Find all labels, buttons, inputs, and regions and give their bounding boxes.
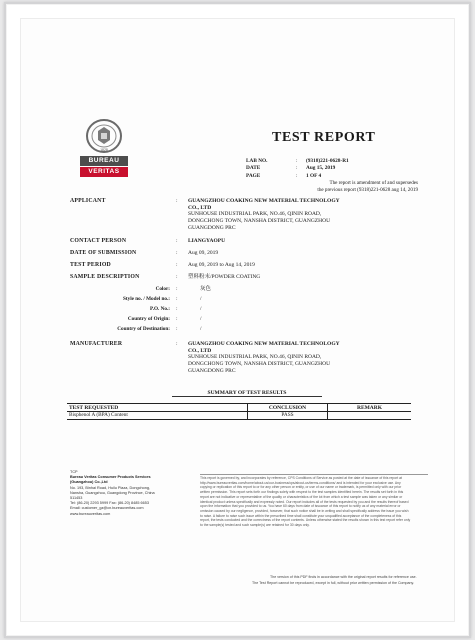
ref-key: PAGE: [246, 172, 261, 179]
header-remark: REMARK: [327, 404, 411, 411]
footer-address-line: No. 193, Binhai Road, Huilu Plaza, Dongchong,: [70, 485, 150, 490]
summary-title: SUMMARY OF TEST RESULTS: [172, 390, 322, 397]
header-conclusion: CONCLUSION: [247, 404, 327, 411]
footer-address-line: Tel: (86-20) 2293 5999 Fax: (86-20) 8485 6653: [70, 501, 149, 506]
footer-note-1: The version of this PDF finds in accordance with the original report results for reference use.: [270, 575, 417, 579]
manufacturer-line: CO., LTD: [188, 347, 212, 354]
colon: :: [176, 326, 178, 332]
terms-paragraph: [200, 476, 428, 528]
applicant-line: GUANGZHOU COAKING NEW MATERIAL TECHNOLOGY: [188, 198, 340, 204]
table-row: [67, 412, 411, 419]
colon: :: [176, 316, 178, 322]
color-value: 灰色: [200, 286, 212, 292]
test-period-label: TEST PERIOD: [70, 262, 111, 268]
applicant-line: DONGCHONG TOWN, NANSHA DISTRICT, GUANGZHOU: [188, 218, 331, 225]
terms-line: written permission. This report sets forth our findings solely with respect to the test samples identified herein. The results set forth in this: [200, 490, 404, 495]
seal-icon: [83, 118, 125, 154]
summary-table: [67, 403, 411, 420]
page-title: TEST REPORT: [272, 130, 376, 145]
contact-label: CONTACT PERSON: [70, 238, 127, 244]
terms-line: report, the tests conducted and the correctness of the report contents. Unless otherwise stated the results shown in this test report refer only: [200, 518, 411, 523]
style-model-label: Style no. / Model no.:: [123, 296, 170, 302]
sample-description-label: SAMPLE DESCRIPTION: [70, 274, 140, 280]
test-period-value: Aug 09, 2019 to Aug 14, 2019: [188, 262, 255, 268]
date-submission-value: Aug 09, 2019: [188, 250, 219, 256]
terms-line: to raise. A failure to raise such issue within the prescribed time shall constitute your unqualified acceptance of the completeness of this: [200, 513, 402, 518]
country-destination-value: /: [200, 326, 202, 332]
footer-address-line: 511453: [70, 496, 83, 501]
cell-conclusion: PASS: [247, 412, 327, 419]
ref-key: DATE: [246, 165, 261, 172]
terms-line: copying or replication of this report to or for any other person or entity, or use of our name or trademark, is permitted only with our prior: [200, 485, 402, 490]
footer-tcp: TCP: [70, 470, 78, 474]
ref-row: LAB NO. : (9318)221-0628-R1: [246, 158, 349, 164]
ref-value: Aug 15, 2019: [306, 165, 336, 172]
logo-band-bureau: BUREAU: [80, 156, 128, 166]
country-origin-label: Country of Origin:: [127, 316, 170, 322]
colon: :: [176, 262, 178, 268]
lab-address: [70, 470, 190, 517]
applicant-line: GUANGDONG PRC: [188, 224, 236, 231]
date-submission-label: DATE OF SUBMISSION: [70, 250, 137, 256]
cell-test: Bisphenol A (BPA) Content: [69, 412, 128, 418]
contact-value: LIANGYAOPU: [188, 238, 226, 244]
country-origin-value: /: [200, 316, 202, 322]
colon: :: [176, 274, 178, 280]
manufacturer-label: MANUFACTURER: [70, 341, 123, 347]
amendment-note: [258, 180, 418, 194]
manufacturer-address: [188, 341, 418, 375]
footer-address-line: Nansha, Guangzhou, Guangdong Province, China: [70, 490, 155, 495]
po-no-label: P.O. No.:: [150, 306, 170, 312]
cell-remark: [327, 412, 411, 419]
manufacturer-line: GUANGZHOU COAKING NEW MATERIAL TECHNOLOGY: [188, 341, 340, 347]
reference-block: [246, 158, 349, 180]
ref-value: 1 OF 4: [306, 172, 322, 179]
footer-company: Bureau Veritas Consumer Products Services: [70, 475, 151, 480]
colon: :: [176, 286, 178, 292]
po-no-value: /: [200, 306, 202, 312]
applicant-line: CO., LTD: [188, 204, 212, 211]
terms-line: omission caused by our negligence, provided, however, that such notice shall be in writing and shall specifically address the issue you wish: [200, 508, 409, 513]
colon: :: [176, 306, 178, 312]
ref-row: PAGE : 1 OF 4: [246, 172, 322, 179]
table-header: [67, 404, 411, 412]
terms-line: http://www.bureauveritas.com/home/about-us/our-business/cps/about-us/terms-conditions/ and is intended for your exclusive use. Any: [200, 480, 401, 485]
manufacturer-line: SUNHOUSE INDUSTRIAL PARK, NO.46, QININ ROAD,: [188, 354, 322, 361]
manufacturer-line: GUANGDONG PRC: [188, 367, 236, 374]
amendment-line-2: the previous report (9318)221-0628 aug 14, 2019: [317, 186, 418, 193]
footer-note-2: The Test Report cannot be reproduced, except in full, without prior written permission of the Company.: [252, 581, 415, 585]
ref-key: LAB NO.: [246, 158, 268, 164]
terms-line: identical product unless specifically and expressly noted. Our report includes all of the tests requested by you and the results thereof based: [200, 499, 409, 504]
colon: :: [176, 341, 178, 347]
style-model-value: /: [200, 296, 202, 302]
applicant-label: APPLICANT: [70, 198, 106, 204]
ref-row: DATE : Aug 15, 2019: [246, 165, 336, 172]
colon: :: [176, 250, 178, 256]
terms-line: to the sample(s) tested and such sample(s) are retained for 30 days only.: [200, 523, 310, 528]
footer-divider: [200, 474, 428, 475]
seal-year: 1828: [100, 148, 108, 152]
bureau-veritas-logo: [80, 118, 128, 180]
color-label: Color:: [155, 286, 170, 292]
amendment-line-1: The report is amendment of and supersedes: [329, 180, 418, 186]
country-destination-label: Country of Destination:: [117, 326, 170, 332]
footer-address-line: www.bureauveritas.com: [70, 511, 111, 516]
applicant-address: [188, 198, 418, 232]
header-test-requested: TEST REQUESTED: [69, 405, 119, 411]
colon: :: [176, 238, 178, 244]
terms-line: report are not indicative or representative of the quality or characteristics of the lot from which a test sample was taken or any similar or: [200, 494, 403, 499]
terms-line: This report is governed by, and incorporates by reference, CPS Conditions of Service as posted at the date of issuance of this report at: [200, 476, 402, 480]
logo-band-veritas: VERITAS: [80, 167, 128, 177]
ref-value: (9318)221-0628-R1: [306, 158, 349, 164]
terms-line: upon the information that you provided to us. You have 60 days from date of issuance of this report to notify us of any material error or: [200, 504, 401, 509]
sample-description-value: 塑料粉末/POWDER COATING: [188, 274, 261, 280]
manufacturer-line: DONGCHONG TOWN, NANSHA DISTRICT, GUANGZHOU: [188, 361, 331, 368]
colon: :: [176, 296, 178, 302]
footer-company-sub: (Guangzhou) Co.,Ltd: [70, 480, 108, 485]
colon: :: [176, 198, 178, 204]
footer-address-line: Email: customer_gz@cn.bureauveritas.com: [70, 506, 144, 511]
applicant-line: SUNHOUSE INDUSTRIAL PARK, NO.46, QININ ROAD,: [188, 211, 322, 218]
